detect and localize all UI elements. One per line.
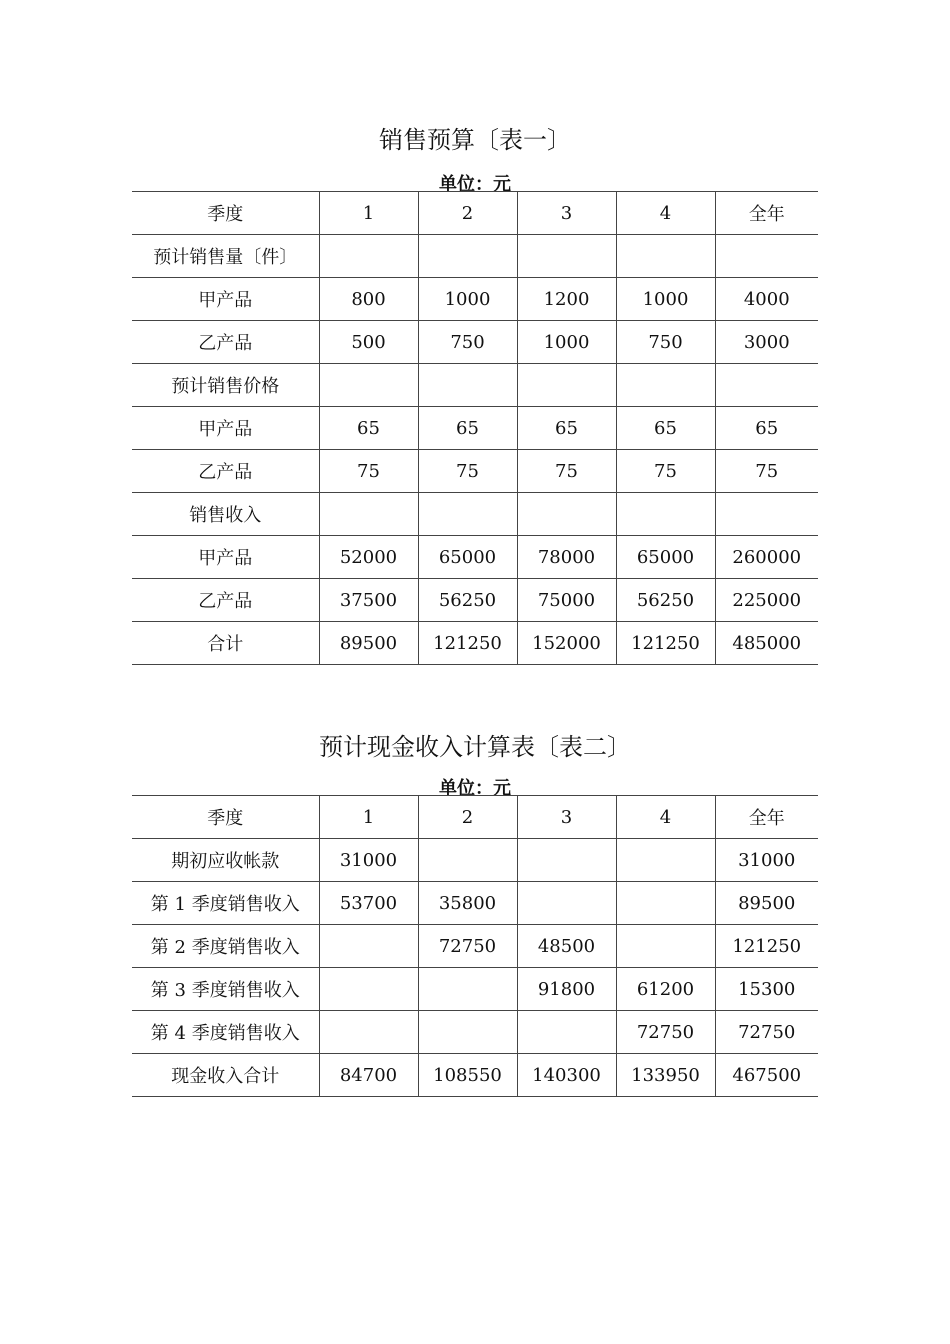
row-label-cell: 第 4 季度销售收入	[132, 1011, 319, 1054]
table-cell: 800	[319, 278, 418, 321]
table-cell	[715, 364, 818, 407]
row-label-cell: 季度	[132, 192, 319, 235]
sales-budget-table	[132, 191, 818, 665]
table-row	[132, 407, 818, 450]
table-cell: 3	[517, 796, 616, 839]
table-row	[132, 450, 818, 493]
row-label-cell: 甲产品	[132, 407, 319, 450]
row-label-cell: 甲产品	[132, 278, 319, 321]
table-cell	[616, 839, 715, 882]
table-cell: 2	[418, 192, 517, 235]
table-cell: 108550	[418, 1054, 517, 1097]
table-cell	[418, 493, 517, 536]
table-cell: 56250	[418, 579, 517, 622]
table-cell: 15300	[715, 968, 818, 1011]
table-cell: 140300	[517, 1054, 616, 1097]
table-row	[132, 839, 818, 882]
table-cell: 75	[517, 450, 616, 493]
row-label-cell: 销售收入	[132, 493, 319, 536]
table-cell: 48500	[517, 925, 616, 968]
table-cell: 37500	[319, 579, 418, 622]
table-cell: 1200	[517, 278, 616, 321]
table-row	[132, 235, 818, 278]
table-cell: 75	[715, 450, 818, 493]
table-cell	[715, 493, 818, 536]
table-cell: 750	[418, 321, 517, 364]
table-cell: 61200	[616, 968, 715, 1011]
table-cell	[418, 1011, 517, 1054]
table-cell: 260000	[715, 536, 818, 579]
table-cell	[616, 235, 715, 278]
table-cell: 56250	[616, 579, 715, 622]
table-cell	[616, 364, 715, 407]
table-cell: 133950	[616, 1054, 715, 1097]
table-cell: 152000	[517, 622, 616, 665]
table-cell	[319, 1011, 418, 1054]
cash-receipts-table	[132, 795, 818, 1097]
table-cell: 121250	[616, 622, 715, 665]
table-cell	[319, 235, 418, 278]
table-cell: 75	[319, 450, 418, 493]
table-cell: 52000	[319, 536, 418, 579]
table-header-row	[132, 192, 818, 235]
table-cell: 72750	[616, 1011, 715, 1054]
row-label-cell: 乙产品	[132, 321, 319, 364]
table-cell	[418, 364, 517, 407]
table-cell	[517, 839, 616, 882]
table-row	[132, 579, 818, 622]
table1-unit-label: 单位：元	[439, 174, 511, 195]
table-cell	[517, 235, 616, 278]
table-cell: 65	[715, 407, 818, 450]
row-label-cell: 乙产品	[132, 579, 319, 622]
row-label-cell: 预计销售量〔件〕	[132, 235, 319, 278]
table-row	[132, 968, 818, 1011]
table-cell: 2	[418, 796, 517, 839]
table-cell	[517, 882, 616, 925]
table-cell: 35800	[418, 882, 517, 925]
table-header-row	[132, 796, 818, 839]
row-label-cell: 期初应收帐款	[132, 839, 319, 882]
table-cell: 3	[517, 192, 616, 235]
table-cell	[616, 925, 715, 968]
table-row	[132, 536, 818, 579]
table-cell: 65	[418, 407, 517, 450]
table-cell: 全年	[715, 192, 818, 235]
table-row	[132, 925, 818, 968]
table-cell: 121250	[418, 622, 517, 665]
table-cell: 65	[319, 407, 418, 450]
table-cell: 31000	[715, 839, 818, 882]
table-cell	[418, 839, 517, 882]
table-cell: 31000	[319, 839, 418, 882]
table-cell: 1	[319, 796, 418, 839]
table-row	[132, 493, 818, 536]
table-cell: 225000	[715, 579, 818, 622]
table-cell: 65	[517, 407, 616, 450]
table-row	[132, 882, 818, 925]
table-row	[132, 321, 818, 364]
row-label-cell: 第 1 季度销售收入	[132, 882, 319, 925]
table-cell	[319, 968, 418, 1011]
table-cell	[616, 882, 715, 925]
table-cell: 750	[616, 321, 715, 364]
table-row	[132, 364, 818, 407]
table-cell: 53700	[319, 882, 418, 925]
table-cell: 4	[616, 796, 715, 839]
table-row	[132, 622, 818, 665]
table-cell: 全年	[715, 796, 818, 839]
table-cell: 1000	[616, 278, 715, 321]
table-cell	[418, 968, 517, 1011]
table-cell	[319, 925, 418, 968]
table-cell: 75	[616, 450, 715, 493]
table-cell: 65000	[616, 536, 715, 579]
table-cell: 1000	[418, 278, 517, 321]
table-cell	[517, 1011, 616, 1054]
table2-title: 预计现金收入计算表〔表二〕	[319, 733, 631, 761]
row-label-cell: 乙产品	[132, 450, 319, 493]
table-cell	[715, 235, 818, 278]
table-cell	[319, 493, 418, 536]
row-label-cell: 第 2 季度销售收入	[132, 925, 319, 968]
table-cell: 485000	[715, 622, 818, 665]
table-cell: 91800	[517, 968, 616, 1011]
table-cell: 72750	[715, 1011, 818, 1054]
table-cell	[616, 493, 715, 536]
table-cell: 84700	[319, 1054, 418, 1097]
table-cell	[517, 364, 616, 407]
row-label-cell: 第 3 季度销售收入	[132, 968, 319, 1011]
table-cell: 467500	[715, 1054, 818, 1097]
table-row	[132, 1054, 818, 1097]
table-cell: 89500	[319, 622, 418, 665]
table-cell: 1000	[517, 321, 616, 364]
table2-unit-label: 单位：元	[439, 778, 511, 799]
table-cell	[418, 235, 517, 278]
row-label-cell: 季度	[132, 796, 319, 839]
table-cell: 121250	[715, 925, 818, 968]
table-cell: 75	[418, 450, 517, 493]
row-label-cell: 现金收入合计	[132, 1054, 319, 1097]
table-cell: 1	[319, 192, 418, 235]
table-cell: 78000	[517, 536, 616, 579]
row-label-cell: 预计销售价格	[132, 364, 319, 407]
table-cell: 72750	[418, 925, 517, 968]
table-cell: 89500	[715, 882, 818, 925]
table-cell: 3000	[715, 321, 818, 364]
row-label-cell: 合计	[132, 622, 319, 665]
table-cell: 500	[319, 321, 418, 364]
table1-title: 销售预算〔表一〕	[379, 126, 571, 154]
table-cell	[517, 493, 616, 536]
table-cell	[319, 364, 418, 407]
table-row	[132, 278, 818, 321]
table-cell: 65	[616, 407, 715, 450]
table-row	[132, 1011, 818, 1054]
table-cell: 65000	[418, 536, 517, 579]
row-label-cell: 甲产品	[132, 536, 319, 579]
table-cell: 75000	[517, 579, 616, 622]
table-cell: 4000	[715, 278, 818, 321]
table-cell: 4	[616, 192, 715, 235]
